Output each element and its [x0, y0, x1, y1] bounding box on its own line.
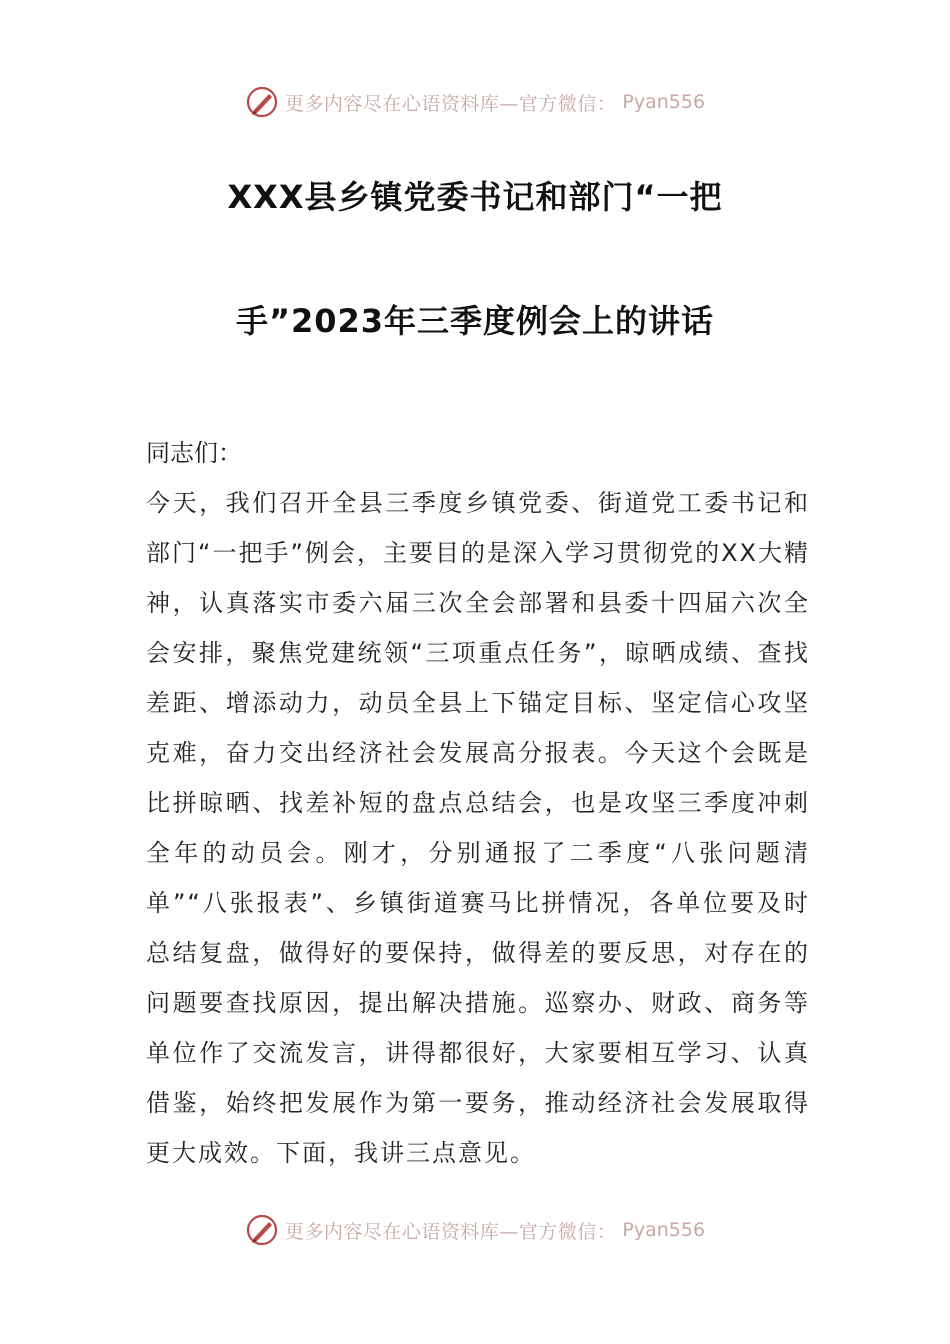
- watermark-text: 更多内容尽在心语资料库—官方微信：: [284, 92, 617, 115]
- body-paragraph: 今天，我们召开全县三季度乡镇党委、街道党工委书记和部门“一把手”例会，主要目的是深入学习贯彻党的XX大精神，认真落实市委六届三次全会部署和县委十四届六次全会安排，聚焦党建统领“三项重点任务”，晾晒成绩、查找差距、增添动力，动员全县上下锚定目标、坚定信心攻坚克难，奋力交出经济社会发展高分报表。今天这个会既是比拼晾晒、找差补短的盘点总结会，也是攻坚三季度冲刺全年的动员会。刚才，分别通报了二季度“八张问题清单”“八张报表”、乡镇街道赛马比拼情况，各单位要及时总结复盘，做得好的要保持，做得差的要反思，对存在的问题要查找原因，提出解决措施。巡察办、财政、商务等单位作了交流发言，讲得都很好，大家要相互学习、认真借鉴，始终把发展作为第一要务，推动经济社会发展取得更大成效。下面，我讲三点意见。: [146, 489, 810, 1167]
- document-title-line-1: XXX县乡镇党委书记和部门“一把: [227, 178, 723, 216]
- watermark-text: 更多内容尽在心语资料库—官方微信：: [284, 1220, 617, 1243]
- watermark-wechat-id: Pyan556: [622, 91, 706, 113]
- watermark-wechat-id: Pyan556: [622, 1219, 706, 1241]
- pen-logo-icon: [245, 85, 279, 119]
- watermark-footer: [0, 1210, 950, 1250]
- document-title-line-2: 手”2023年三季度例会上的讲话: [235, 302, 715, 340]
- watermark-header: [0, 82, 950, 122]
- pen-logo-icon: [245, 1213, 279, 1247]
- greeting: 同志们：: [146, 439, 242, 467]
